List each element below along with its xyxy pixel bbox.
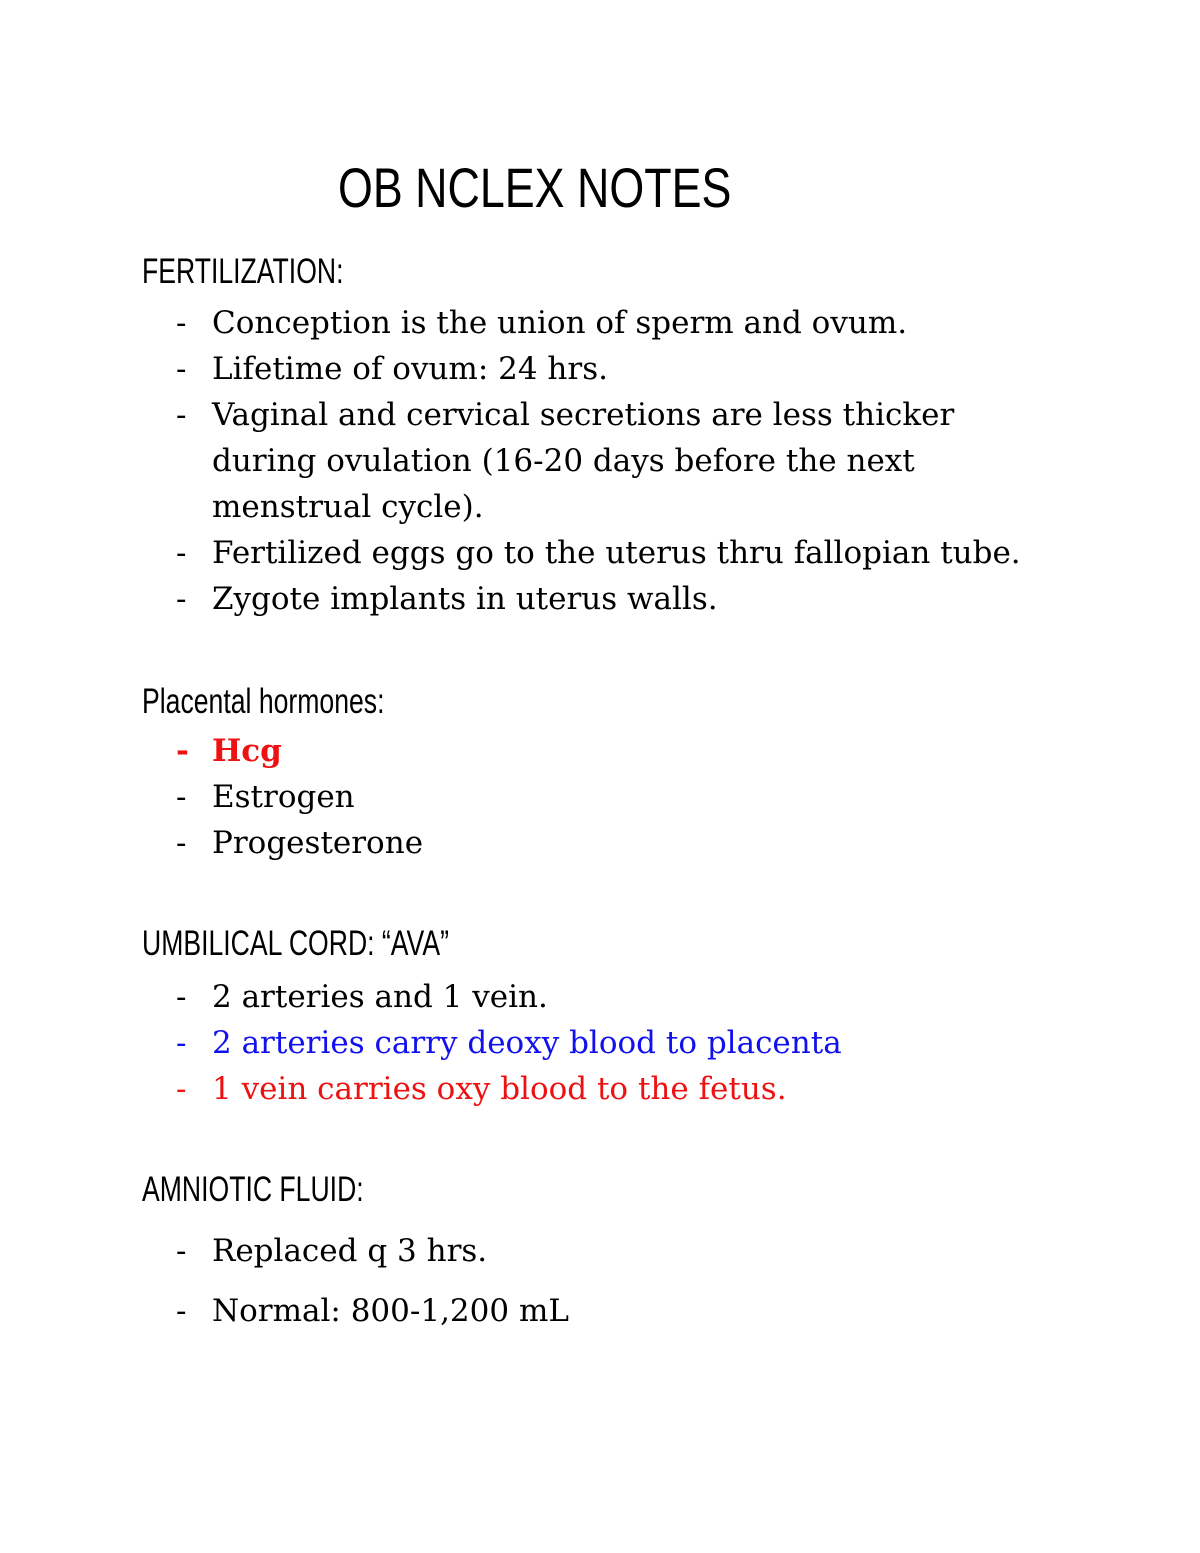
fertilization-list (0, 300, 1062, 622)
page-title: OB NCLEX NOTES (338, 156, 732, 219)
section-heading-placental-hormones: Placental hormones: (142, 682, 385, 721)
list-item (0, 1066, 1062, 1112)
list-item-text: Normal: 800-1,200 mL (212, 1293, 569, 1329)
list-item-text: Replaced q 3 hrs. (212, 1233, 488, 1269)
list-item (0, 392, 1062, 530)
bullet-dash: - (176, 779, 187, 815)
bullet-dash: - (176, 305, 187, 341)
list-item-text: 2 arteries and 1 vein. (212, 979, 548, 1015)
list-item (0, 346, 1062, 392)
bullet-dash: - (176, 581, 187, 617)
section-heading-fertilization: FERTILIZATION: (142, 252, 344, 291)
bullet-dash: - (176, 1293, 187, 1329)
list-item (0, 530, 1062, 576)
list-item (0, 300, 1062, 346)
list-item-text: 2 arteries carry deoxy blood to placenta (212, 1025, 842, 1061)
bullet-dash: - (176, 979, 187, 1015)
list-item-text: Vaginal and cervical secretions are less thicker during ovulation (16-20 days before the next menstrual cycle). (212, 397, 955, 525)
list-item-text: Progesterone (212, 825, 424, 861)
umbilical-cord-list (0, 974, 1062, 1112)
list-item (0, 728, 1062, 774)
list-item (0, 576, 1062, 622)
amniotic-fluid-list (0, 1228, 1062, 1334)
bullet-dash: - (176, 351, 187, 387)
list-item (0, 1288, 1062, 1334)
bullet-dash: - (176, 1071, 187, 1107)
list-item-text: Fertilized eggs go to the uterus thru fallopian tube. (212, 535, 1021, 571)
list-item-text: Zygote implants in uterus walls. (212, 581, 718, 617)
list-item (0, 974, 1062, 1020)
list-item-text: Conception is the union of sperm and ovum. (212, 305, 908, 341)
bullet-dash: - (176, 397, 187, 433)
bullet-dash: - (176, 1025, 187, 1061)
section-heading-amniotic-fluid: AMNIOTIC FLUID: (142, 1170, 364, 1209)
list-item (0, 1020, 1062, 1066)
list-item-text: Lifetime of ovum: 24 hrs. (212, 351, 608, 387)
list-item-text: Hcg (212, 733, 282, 769)
list-item (0, 774, 1062, 820)
placental-hormones-list (0, 728, 1062, 866)
section-heading-umbilical-cord: UMBILICAL CORD: “AVA” (142, 924, 449, 963)
bullet-dash: - (176, 535, 187, 571)
list-item-text: 1 vein carries oxy blood to the fetus. (212, 1071, 787, 1107)
bullet-dash: - (176, 825, 187, 861)
list-item-text: Estrogen (212, 779, 355, 815)
list-item (0, 1228, 1062, 1274)
bullet-dash: - (176, 1233, 187, 1269)
list-item (0, 820, 1062, 866)
bullet-dash: - (176, 733, 189, 769)
